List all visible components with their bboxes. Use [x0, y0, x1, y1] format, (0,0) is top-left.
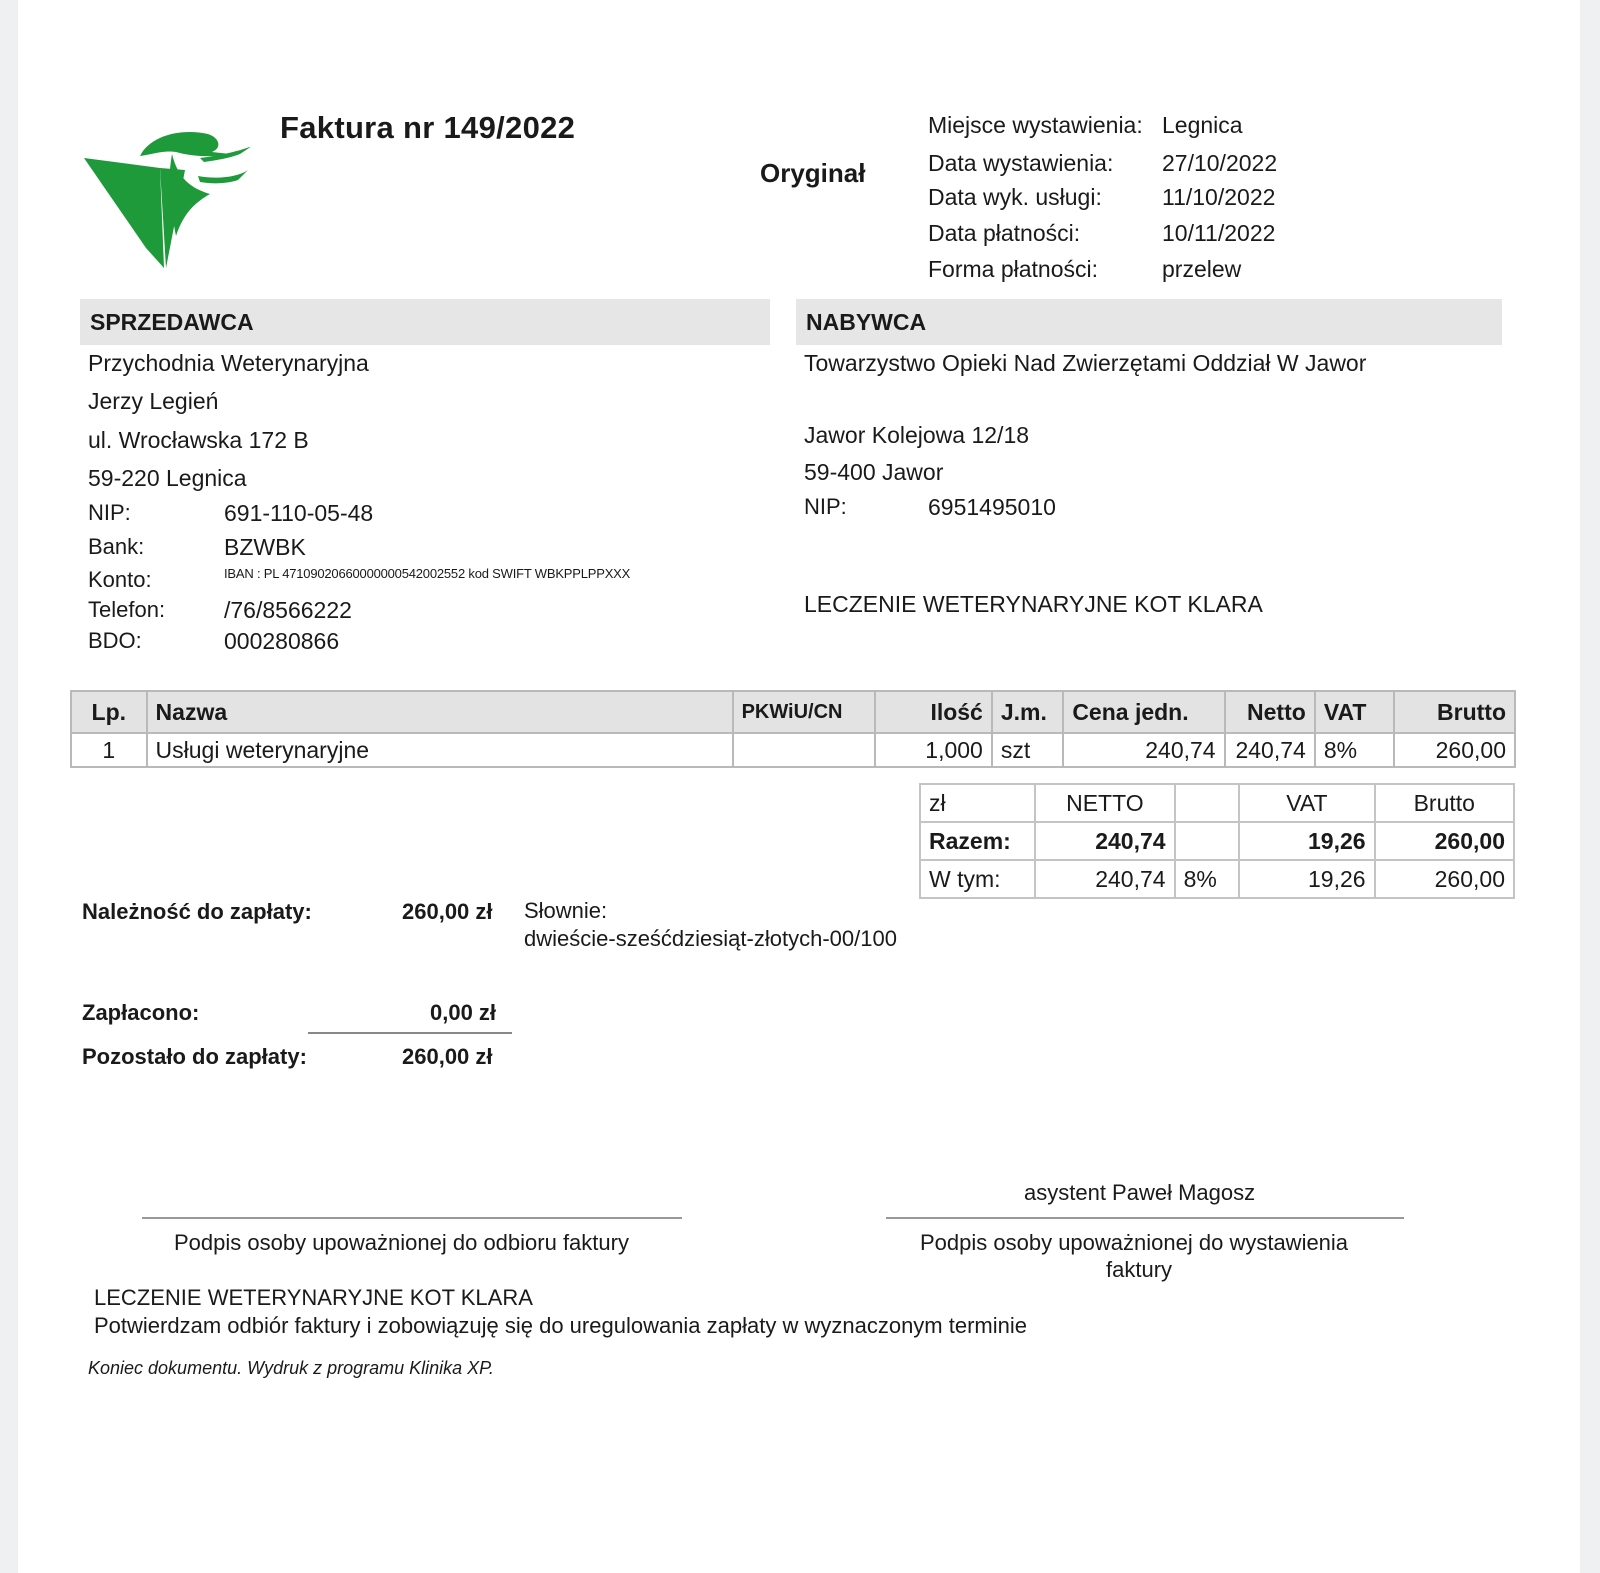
buyer-name: Towarzystwo Opieki Nad Zwierzętami Oddział W Jawor	[804, 350, 1367, 376]
summary-total-vat: 19,26	[1239, 822, 1374, 860]
summary-incl-rate: 8%	[1175, 860, 1240, 898]
seller-name: Przychodnia Weterynaryjna	[88, 350, 369, 376]
document-end-note: Koniec dokumentu. Wydruk z programu Klinika XP.	[88, 1358, 494, 1378]
cell-net: 240,74	[1225, 733, 1315, 767]
receiver-signature-caption: Podpis osoby upoważnionej do odbioru faktury	[174, 1230, 629, 1255]
copy-label: Oryginał	[760, 158, 866, 188]
meta-value: Legnica	[1162, 112, 1243, 138]
summary-incl-vat: 19,26	[1239, 860, 1374, 898]
cell-lp: 1	[71, 733, 147, 767]
remaining-label: Pozostało do zapłaty:	[82, 1044, 307, 1069]
seller-owner: Jerzy Legień	[88, 388, 219, 414]
col-vat: VAT	[1315, 691, 1395, 733]
buyer-nip-label: NIP:	[804, 494, 847, 519]
col-net: Netto	[1225, 691, 1315, 733]
invoice-title: Faktura nr 149/2022	[280, 110, 576, 145]
col-name: Nazwa	[147, 691, 733, 733]
meta-label: Data wystawienia:	[928, 150, 1114, 176]
meta-label: Forma płatności:	[928, 256, 1099, 282]
buyer-header-band	[796, 299, 1502, 345]
summary-incl-row	[920, 860, 1514, 898]
summary-gross-header: Brutto	[1375, 784, 1514, 822]
meta-value: 11/10/2022	[1162, 184, 1276, 210]
seller-nip: 691-110-05-48	[224, 500, 374, 526]
seller-city: 59-220 Legnica	[88, 465, 247, 491]
seller-account: IBAN : PL 47109020660000000542002552 kod SWIFT WBKPPLPPXXX	[224, 566, 631, 581]
words-label: Słownie:	[524, 898, 608, 923]
meta-value: 10/11/2022	[1162, 220, 1276, 246]
col-price: Cena jedn.	[1063, 691, 1224, 733]
meta-value: 27/10/2022	[1162, 150, 1278, 176]
cell-gross: 260,00	[1394, 733, 1515, 767]
summary-total-label: Razem:	[920, 822, 1035, 860]
issuer-signature-caption-2: faktury	[1106, 1257, 1173, 1282]
receiver-signature-line	[142, 1217, 682, 1219]
summary-incl-label: W tym:	[920, 860, 1035, 898]
issuer-name: asystent Paweł Magosz	[1024, 1180, 1256, 1205]
seller-header: SPRZEDAWCA	[90, 309, 254, 335]
paid-amount: 0,00 zł	[430, 1000, 497, 1025]
seller-nip-label: NIP:	[88, 500, 131, 525]
amount-in-words: dwieście-sześćdziesiąt-złotych-00/100	[524, 926, 897, 951]
due-label: Należność do zapłaty:	[82, 899, 312, 924]
items-header-row	[71, 691, 1515, 733]
seller-header-band	[80, 299, 770, 345]
issuer-signature-line	[886, 1217, 1404, 1219]
col-lp: Lp.	[71, 691, 147, 733]
due-amount: 260,00 zł	[402, 899, 493, 924]
buyer-city: 59-400 Jawor	[804, 459, 944, 485]
buyer-header: NABYWCA	[806, 309, 927, 335]
invoice-page	[18, 0, 1580, 1573]
meta-value: przelew	[1162, 256, 1242, 282]
summary-incl-gross: 260,00	[1375, 860, 1514, 898]
seller-phone: /76/8566222	[224, 597, 352, 623]
col-pkwiu: PKWiU/CN	[733, 691, 876, 733]
meta-label: Data wyk. usługi:	[928, 184, 1102, 210]
items-table	[70, 690, 1516, 768]
buyer-street: Jawor Kolejowa 12/18	[804, 422, 1030, 448]
seller-account-label: Konto:	[88, 567, 152, 592]
summary-incl-net: 240,74	[1035, 860, 1174, 898]
cell-unit: szt	[992, 733, 1063, 767]
footer-note: LECZENIE WETERYNARYJNE KOT KLARA	[94, 1285, 533, 1310]
clinic-logo	[80, 118, 250, 273]
seller-bank-label: Bank:	[88, 534, 145, 559]
remaining-amount: 260,00 zł	[402, 1044, 493, 1069]
issuer-signature-caption: Podpis osoby upoważnionej do wystawienia	[920, 1230, 1349, 1255]
col-qty: Ilość	[875, 691, 991, 733]
summary-total-row	[920, 822, 1514, 860]
cell-name: Usługi weterynaryjne	[147, 733, 733, 767]
footer-confirmation: Potwierdzam odbiór faktury i zobowiązuję się do uregulowania zapłaty w wyznaczonym terminie	[94, 1313, 1027, 1338]
seller-street: ul. Wrocławska 172 B	[88, 427, 309, 453]
cell-pkwiu	[733, 733, 876, 767]
summary-header-row	[920, 784, 1514, 822]
seller-bdo: 000280866	[224, 628, 340, 654]
summary-currency: zł	[920, 784, 1035, 822]
summary-total-net: 240,74	[1035, 822, 1174, 860]
table-row	[71, 733, 1515, 767]
buyer-note: LECZENIE WETERYNARYJNE KOT KLARA	[804, 591, 1263, 617]
meta-label: Data płatności:	[928, 220, 1081, 246]
seller-bank: BZWBK	[224, 534, 306, 560]
col-gross: Brutto	[1394, 691, 1515, 733]
summary-net-header: NETTO	[1035, 784, 1174, 822]
summary-total-gross: 260,00	[1375, 822, 1514, 860]
summary-vat-header: VAT	[1239, 784, 1374, 822]
col-unit: J.m.	[992, 691, 1063, 733]
seller-phone-label: Telefon:	[88, 597, 166, 622]
cell-qty: 1,000	[875, 733, 991, 767]
paid-underline	[308, 1032, 512, 1034]
buyer-nip: 6951495010	[928, 494, 1056, 520]
meta-label: Miejsce wystawienia:	[928, 112, 1143, 138]
vat-summary-table	[919, 783, 1515, 899]
cell-vat: 8%	[1315, 733, 1395, 767]
seller-bdo-label: BDO:	[88, 628, 142, 653]
cell-price: 240,74	[1063, 733, 1224, 767]
paid-label: Zapłacono:	[82, 1000, 200, 1025]
